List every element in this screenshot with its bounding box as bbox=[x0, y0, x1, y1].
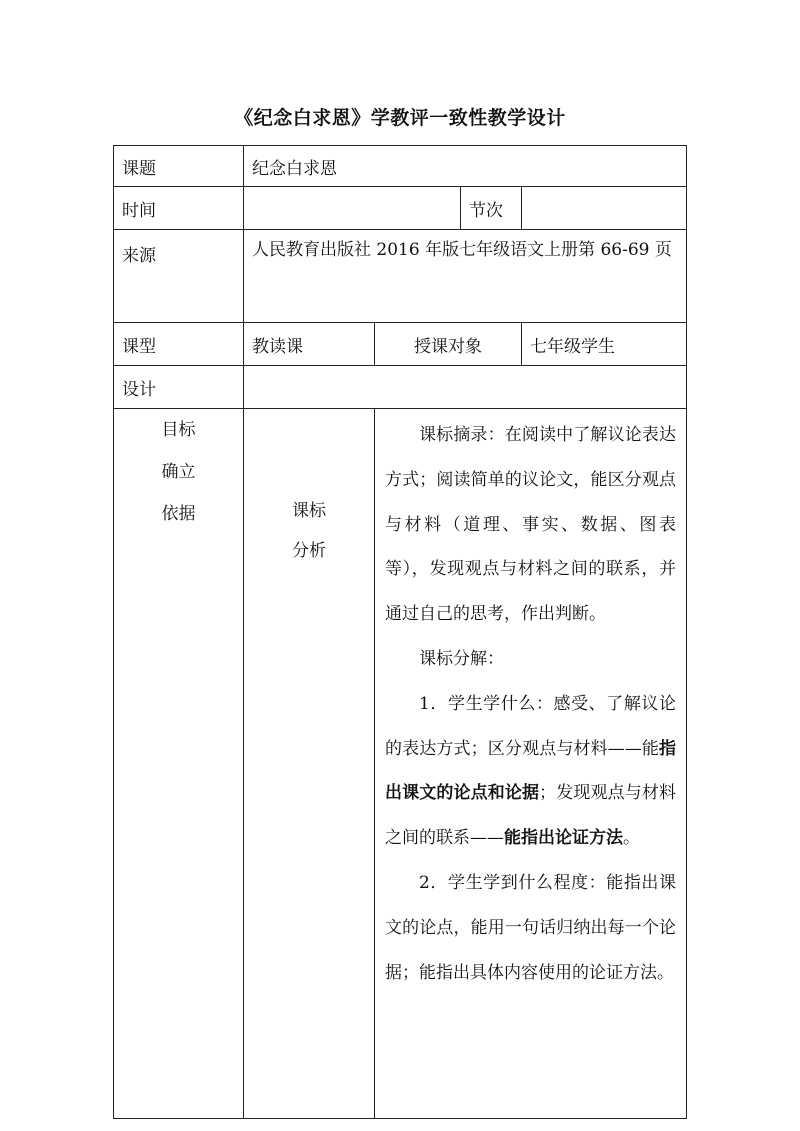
curriculum-analysis-line-2: 分析 bbox=[292, 541, 326, 561]
standard-excerpt: 课标摘录：在阅读中了解议论表达方式；阅读简单的议论文，能区分观点与材料（道理、事实、数据、图表等），发现观点与材料之间的联系，并通过自己的思考，作出判断。 bbox=[385, 425, 676, 625]
row-topic bbox=[114, 146, 687, 187]
breakdown-item-1-bold-b: 能指出论证方法 bbox=[504, 828, 623, 849]
page-title: 《纪念白求恩》学教评一致性教学设计 bbox=[234, 107, 566, 129]
audience-label: 授课对象 bbox=[375, 323, 522, 366]
lesson-plan-table bbox=[113, 145, 687, 1119]
curriculum-analysis-content bbox=[375, 409, 687, 1119]
session-label: 节次 bbox=[461, 187, 522, 230]
type-value: 教读课 bbox=[244, 323, 375, 366]
design-label: 设计 bbox=[114, 366, 244, 409]
goal-basis-line-1: 目标 bbox=[161, 420, 196, 440]
curriculum-analysis-line-1: 课标 bbox=[292, 501, 326, 521]
source-value: 人民教育出版社 2016 年版七年级语文上册第 66-69 页 bbox=[244, 230, 687, 323]
goal-basis-line-3: 依据 bbox=[161, 504, 196, 524]
row-design bbox=[114, 366, 687, 409]
time-label: 时间 bbox=[114, 187, 244, 230]
row-source bbox=[114, 230, 687, 323]
topic-label: 课题 bbox=[114, 146, 244, 187]
curriculum-analysis-label bbox=[244, 409, 375, 1119]
session-value bbox=[522, 187, 687, 230]
breakdown-item-2: 2．学生学到什么程度：能指出课文的论点，能用一句话归纳出每一个论据；能指出具体内容使用的论证方法。 bbox=[385, 872, 676, 983]
type-label: 课型 bbox=[114, 323, 244, 366]
source-label: 来源 bbox=[114, 230, 244, 323]
audience-value: 七年级学生 bbox=[522, 323, 687, 366]
row-goal-basis bbox=[114, 409, 687, 1119]
time-value bbox=[244, 187, 461, 230]
row-type bbox=[114, 323, 687, 366]
breakdown-item-1-text-a: 1．学生学什么：感受、了解议论的表达方式；区分观点与材料——能 bbox=[385, 693, 676, 759]
topic-value: 纪念白求恩 bbox=[244, 146, 687, 187]
breakdown-item-1-bold-a: 指出课文的论点和论据 bbox=[385, 738, 676, 804]
breakdown-item-1-text-c: 。 bbox=[623, 828, 640, 849]
breakdown-item-1-text-b: ；发现观点与材料之间的联系—— bbox=[385, 783, 676, 849]
standard-breakdown-heading: 课标分解： bbox=[419, 648, 504, 669]
goal-basis-label bbox=[114, 409, 244, 1119]
breakdown-item-1 bbox=[385, 682, 676, 861]
goal-basis-line-2: 确立 bbox=[161, 462, 196, 482]
row-time bbox=[114, 187, 687, 230]
design-value bbox=[244, 366, 687, 409]
